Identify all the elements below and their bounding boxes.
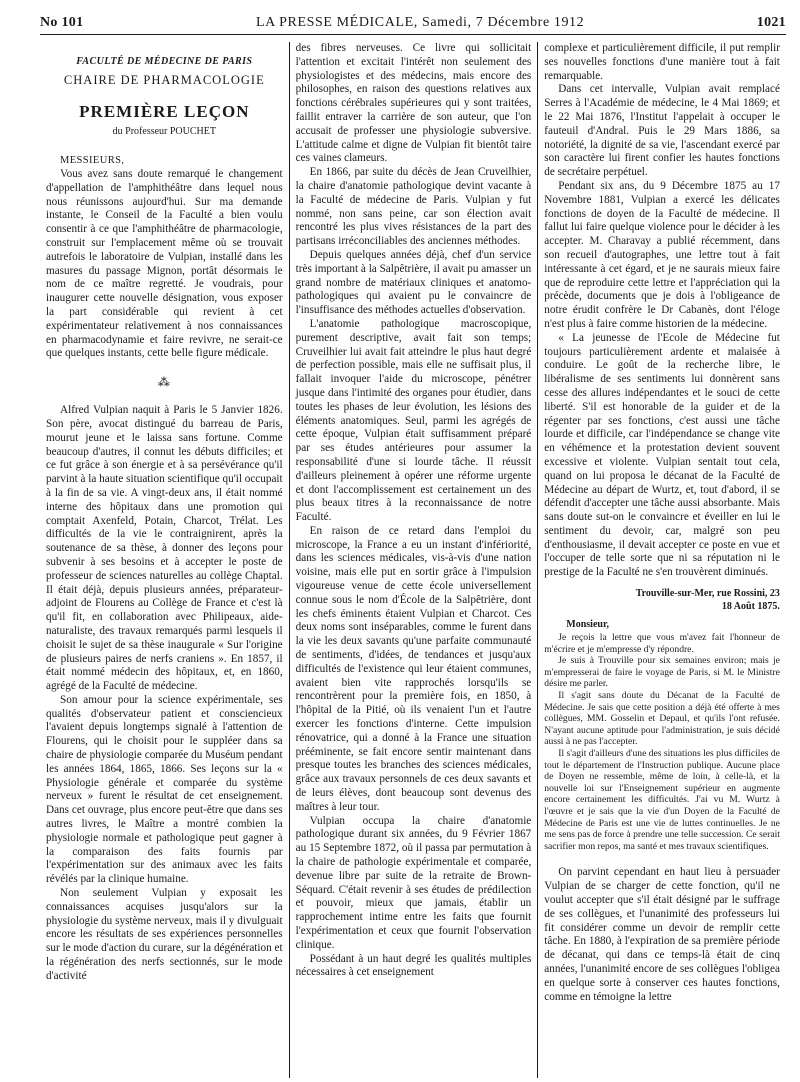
letter-paragraph: Je reçois la lettre que vous m'avez fait l'honneur de m'écrire et je m'empresse d'y répondre.: [544, 632, 780, 655]
paragraph: Son amour pour la science expérimentale, ses qualités d'observateur patient et consciencieux l'avaient depuis longtemps signalé à l'attention de Flourens, qui le choisit pour le suppléer dans sa chaire de physiologie comparée du Muséum pendant les années 1864, 1865, 1866. Ses leçons sur la « Physiologie générale et comparée du système nerveux » furent le résultat de cet enseignement. Dans cet ouvrage, plus encore peut-être que dans ses autres livres, le Maître a montré combien la physiologie normale et pathologique peut gagner à la comparaison des faits fournis par l'expérimentation sur des animaux avec les faits révélés par la clinique humaine.: [46, 693, 283, 886]
letter-paragraph: Il s'agit sans doute du Décanat de la Faculté de Médecine. Je sais que cette position a déjà été offerte à mes collègues, MM. Gosselin et Depaul, et qu'ils l'ont refusée. N'ayant aucune aptitude pour l'administration, je suis décidé aussi à ne pas l'accepter.: [544, 690, 780, 748]
paragraph: Alfred Vulpian naquit à Paris le 5 Janvier 1826. Son père, avocat distingué du barreau de Paris, mourut jeune et le laissa sans fortune. Comme beaucoup d'autres, il connut les débuts difficiles; et ce fut grâce à son énergie et à sa persévérance qu'il parvint à la haute situation scientifique qu'il occupait à la fin de sa vie. A vingt-deux ans, il était nommé interne des hôpitaux dans une promotion qui comptait Axenfeld, Potain, Charcot, Trélat. Les difficultés de la vie le contraignirent, après la soutenance de sa thèse, à donner des leçons pour subvenir à ses besoins et à accepter le poste de professeur de sciences naturelles au collège Chaptal. Il était déjà, depuis plusieurs années, préparateur-adjoint de Flourens au Collège de France et c'est là qu'il fit, en collaboration avec Philipeaux, aide-naturaliste, des travaux remarqués parmi lesquels il choisit le sujet de sa thèse inaugurale « Sur l'origine de plusieurs paires de nerfs craniens ». En 1857, il était nommé médecin des hôpitaux, et, en 1860, agrégé de la Faculté de médecine.: [46, 404, 283, 693]
spacer: [544, 852, 780, 866]
issue-number: No 101: [40, 15, 84, 30]
page-number: 1021: [756, 15, 786, 30]
paragraph: Dans cet intervalle, Vulpian avait remplacé Serres à l'Académie de médecine, le 4 Mai 1869; et le 22 Mai 1876, l'Institut l'appelait à occuper le fauteuil d'Andral. Puis le 29 Mars 1886, sa notoriété, la dignité de sa vie, l'ascendant exercé par son caractère lui firent confier les hautes fonctions de secrétaire perpétuel.: [544, 83, 780, 179]
column-2: [289, 42, 538, 1078]
paragraph: Depuis quelques années déjà, chef d'un service très important à la Salpêtrière, il avait pu amasser un grand nombre de matériaux cliniques et anatomo-pathologiques qui avaient pu le convaincre de l'insuffisance des méthodes actuelles d'observation.: [295, 248, 532, 317]
letter-paragraph: Je suis à Trouville pour six semaines environ; mais je m'empresserai de faire le voyage de Paris, si M. le Ministre désire me parler.: [544, 655, 780, 690]
paragraph: Non seulement Vulpian y exposait les connaissances acquises jusqu'alors sur la physiologie du système nerveux, mais il y divulguait encore les résultats de ses expériences personnelles sur le mode d'action du curare, sur la dégénération et la régénération des nerfs sectionnés, sur le mode d'activité: [46, 887, 283, 982]
paragraph: Pendant six ans, du 9 Décembre 1875 au 17 Novembre 1881, Vulpian a exercé les délicates fonctions de doyen de la Faculté de médecine. Il fallut lui faire quelque violence pour le décider à les accepter. M. Charavay a publié récemment, dans son recueil d'autographes, une lettre tout à fait intéressante à cet égard, et je ne saurais mieux faire que de reproduire cette lettre et l'appréciation qui la précède, documents que je dois à l'obligeance de notre érudit confrère le Dr Cabanès, dont l'éloge n'est plus à faire comme historien de la médecine.: [544, 179, 780, 330]
columns: [40, 42, 786, 1078]
paragraph: des fibres nerveuses. Ce livre qui sollicitait l'attention et excitait l'intérêt non seulement des physiologistes et des médecins, mais encore des philosophes, en raison des questions relatives aux fonctions cérébrales supérieures qui y sont traitées, faillit entraver la carrière de son auteur, que l'on accusait de professer une physiologie subversive. L'attitude calme et digne de Vulpian fit bientôt taire ces vaines clameurs.: [295, 42, 532, 165]
letter-salutation: Monsieur,: [566, 619, 609, 631]
journal-title: LA PRESSE MÉDICALE, Samedi, 7 Décembre 1912: [255, 15, 585, 30]
quoted-letter: [544, 632, 780, 852]
column-3: [537, 42, 786, 1078]
column-1: [40, 42, 289, 1078]
masthead: [40, 12, 786, 35]
paragraph: L'anatomie pathologique macroscopique, purement descriptive, avait fait son temps; Cruveilhier lui avait fait atteindre le plus haut degré de perfection possible, mais elle ne suffisait plus, il fallait invoquer l'aide du microscope, pénétrer jusque dans l'intimité des organes pour étudier, dans toutes les phases de leur évolution, les lésions des éléments anatomiques. Seul, parmi les agrégés de cette époque, Vulpian était suffisamment préparé par ses études antérieures pour assumer la responsabilité d'une si lourde tâche. Il réussit d'ailleurs pleinement à opérer une réforme urgente et dont l'accomplissement est certainement un des plus beaux titres à la reconnaissance de notre Faculté.: [295, 317, 532, 524]
paragraph: Vulpian occupa la chaire d'anatomie pathologique durant six années, du 9 Février 1867 au 15 Septembre 1872, où il passa par permutation à la chaire de pathologie expérimentale et comparée, devenue libre par suite de la retraite de Brown-Séquard. C'était revenir à ses études de prédilection et pouvoir, mieux que jamais, établir un rapprochement intime entre les faits que fournit l'expérimentation et ceux que fournit l'observation clinique.: [295, 814, 532, 951]
letter-header: [544, 588, 780, 613]
paragraph: « La jeunesse de l'Ecole de Médecine fut toujours particulièrement ardente et malaisée à conduire. Le goût de la recherche libre, le libéralisme de ses sentiments lui donnèrent sans cesse des allures indépendantes et le souci de cette liberté. S'il est honorable de la guider et de la régenter par ses fonctions, c'est aussi une tâche lourde et difficile, car l'indépendance se change vite en véhémence et la protestation devient souvent excessive et violente. Vulpian sentait tout cela, quand on lui proposa le décanat de la Faculté de Médecine au départ de Wurtz, et, tout d'abord, il se défendit d'accepter une tâche aussi absorbante. Mais sans doute sut-on le convaincre et éveiller en lui le sentiment du devoir, car, malgré son peu d'enthousiasme, il devait accepter ce poste en vue et l'occuper de telle sorte que ni sa réputation ni le prestige de la Faculté ne s'en trouvèrent diminués.: [544, 331, 780, 579]
chair-heading: CHAIRE DE PHARMACOLOGIE: [63, 73, 265, 87]
professor-byline: du Professeur POUCHET: [112, 126, 216, 137]
salutation: MESSIEURS,: [60, 155, 125, 166]
lesson-title: PREMIÈRE LEÇON: [79, 102, 250, 121]
letter-place: Trouville-sur-Mer, rue Rossini, 23: [635, 588, 780, 600]
faculty-heading: FACULTÉ DE MÉDECINE DE PARIS: [76, 56, 253, 67]
paragraph: On parvint cependant en haut lieu à persuader Vulpian de se charger de cette fonction, qu'il ne voulut accepter que s'il était désigné par le suffrage de ses collègues, et l'unanimité des professeurs lui fit considérer comme un devoir de remplir cette tâche. En 1880, à l'expiration de sa première période de décanat, qui dans ce temps-là était de cinq années, l'unanimité encore de ses collègues l'obligea en quelque sorte à conserver ces hautes fonctions, comme en témoigne la lettre: [544, 866, 780, 1003]
letter-date: 18 Août 1875.: [721, 600, 780, 612]
paragraph: Possédant à un haut degré les qualités multiples nécessaires à cet enseignement: [295, 952, 532, 979]
paragraph: En raison de ce retard dans l'emploi du microscope, la France a eu un instant d'infériorité, dans les sciences médicales, vis-à-vis d'une nation voisine, mais elle put en sortir grâce à l'impulsion vigoureuse venue de cette école universellement connue sous le nom d'École de la Salpêtrière, dont les chefs éminents étaient Vulpian et Charcot. Ces deux noms sont inséparables, comme le furent dans la vie les deux savants qu'une parfaite communauté de sentiments, d'idées, de tendances et jusqu'aux difficultés de l'existence qui leur étaient communes, avaient bien vite rapprochés lorsqu'ils se rencontrèrent pour la première fois, en 1850, à l'hôpital de la Pitié, où ils venaient l'un et l'autre exercer les fonctions d'interne. Cette impulsion rénovatrice, qui a donné à la France une situation prééminente, se fait encore sentir maintenant dans presque toutes les branches des sciences médicales, grâce aux travaux personnels de ces deux savants et de leurs élèves, dont beaucoup sont devenus des maîtres à leur tour.: [295, 524, 532, 813]
paragraph: Vous avez sans doute remarqué le changement d'appellation de l'amphithéâtre dans lequel nous nous réunissons aujourd'hui. Sur ma demande instante, le Conseil de la Faculté a bien voulu consentir à ce que l'amphithéâtre de pharmacologie, construit sur l'emplacement même où se trouvait autrefois le laboratoire de Vulpian, installé dans les masures du passage Mignon, portât désormais le nom de ce maître regretté. Je voudrais, pour inaugurer cette nouvelle désignation, vous exposer la part considérable qui revient à cet expérimentateur relativement à nos connaissances en pharmacodynamie et faire revivre, ne serait-ce que quelques instants, cette belle figure médicale.: [46, 168, 283, 360]
letter-paragraph: Il s'agit d'ailleurs d'une des situations les plus difficiles de tout le département de l'Instruction publique. Aucune place de Doyen ne ressemble, même de loin, à celle-là, et la nouvelle loi sur l'Enseignement supérieur en augmente encore certainement les difficultés. J'ai vu M. Wurtz à l'œuvre et je sais que la vie d'un Doyen de la Faculté de Médecine de Paris est une vie de luttes continuelles. Je ne me sens pas de force à prendre une telle succession. Ce serait sacrifier mon repos, ma santé et mes travaux scientifiques.: [544, 748, 780, 852]
paragraph: complexe et particulièrement difficile, il put remplir ses nouvelles fonctions d'une manière tout à fait remarquable.: [544, 42, 780, 82]
section-separator: ⁂: [157, 375, 171, 390]
paragraph: En 1866, par suite du décès de Jean Cruveilhier, la chaire d'anatomie pathologique devint vacante à la Faculté de médecine de Paris. Vulpian y fut nommé, non sans peine, car son élection avait rencontré les plus vives résistances de la part des partisans irréconciliables des anciennes méthodes.: [295, 166, 532, 248]
